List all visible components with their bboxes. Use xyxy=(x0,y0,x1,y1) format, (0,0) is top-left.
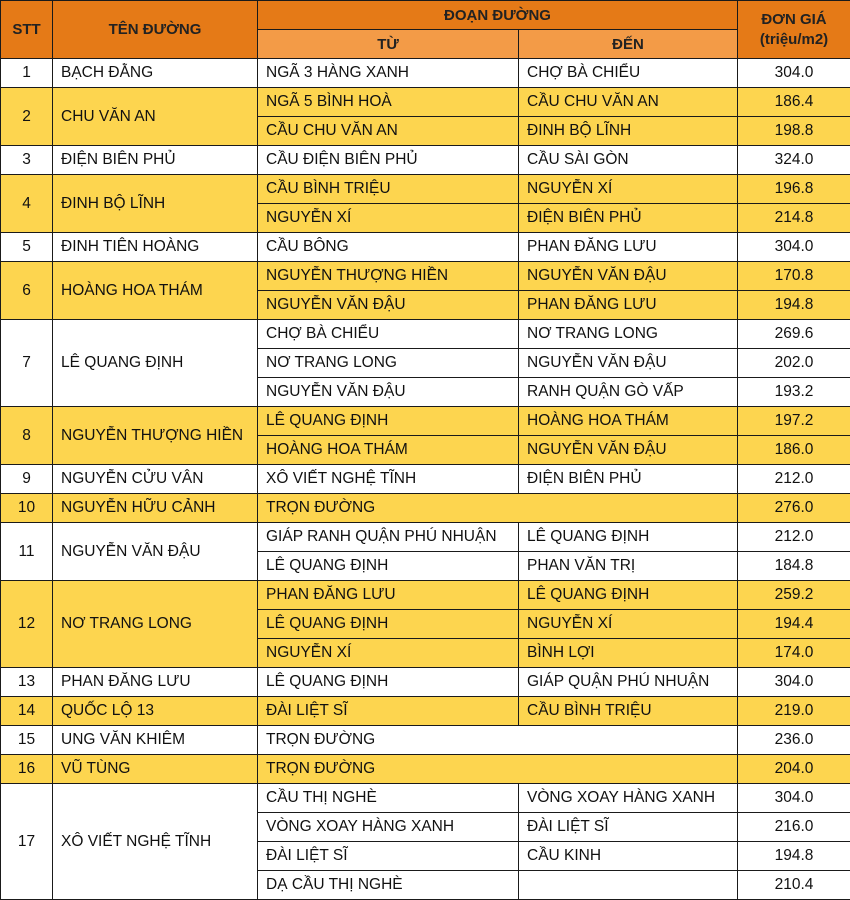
cell-from: LÊ QUANG ĐỊNH xyxy=(258,610,519,639)
table-row xyxy=(1,668,850,697)
cell-to: NGUYỄN XÍ xyxy=(519,610,738,639)
cell-price: 170.8 xyxy=(738,262,850,291)
cell-price: 269.6 xyxy=(738,320,850,349)
header-segment: ĐOẠN ĐƯỜNG xyxy=(258,1,738,30)
cell-to: LÊ QUANG ĐỊNH xyxy=(519,581,738,610)
cell-street-name: NGUYỄN HỮU CẢNH xyxy=(53,494,258,523)
cell-to: NGUYỄN XÍ xyxy=(519,175,738,204)
cell-from: CẦU BÔNG xyxy=(258,233,519,262)
cell-street-name: NGUYỄN THƯỢNG HIỀN xyxy=(53,407,258,465)
cell-from: GIÁP RANH QUẬN PHÚ NHUẬN xyxy=(258,523,519,552)
cell-to: CHỢ BÀ CHIỂU xyxy=(519,59,738,88)
cell-from: DẠ CẦU THỊ NGHÈ xyxy=(258,871,519,900)
table-row xyxy=(1,233,850,262)
cell-street-name: NGUYỄN CỬU VÂN xyxy=(53,465,258,494)
cell-to: CẦU KINH xyxy=(519,842,738,871)
header-unit-price-label: ĐƠN GIÁ xyxy=(761,10,827,28)
header-stt: STT xyxy=(1,1,53,59)
cell-from: HOÀNG HOA THÁM xyxy=(258,436,519,465)
cell-street-name: XÔ VIẾT NGHỆ TĨNH xyxy=(53,784,258,900)
cell-street-name: VŨ TÙNG xyxy=(53,755,258,784)
cell-from: VÒNG XOAY HÀNG XANH xyxy=(258,813,519,842)
cell-stt: 12 xyxy=(1,581,53,668)
table-row xyxy=(1,697,850,726)
cell-price: 198.8 xyxy=(738,117,850,146)
table-row xyxy=(1,320,850,349)
cell-to xyxy=(519,871,738,900)
cell-to: ĐÀI LIỆT SĨ xyxy=(519,813,738,842)
cell-from: NGUYỄN XÍ xyxy=(258,639,519,668)
cell-price: 174.0 xyxy=(738,639,850,668)
table-row xyxy=(1,784,850,813)
header-to: ĐẾN xyxy=(519,30,738,59)
cell-to: LÊ QUANG ĐỊNH xyxy=(519,523,738,552)
cell-stt: 11 xyxy=(1,523,53,581)
cell-street-name: ĐINH TIÊN HOÀNG xyxy=(53,233,258,262)
table-header xyxy=(1,1,850,59)
cell-from: TRỌN ĐƯỜNG xyxy=(258,726,738,755)
cell-street-name: HOÀNG HOA THÁM xyxy=(53,262,258,320)
cell-from: NGÃ 5 BÌNH HOÀ xyxy=(258,88,519,117)
cell-street-name: BẠCH ĐẰNG xyxy=(53,59,258,88)
cell-from: LÊ QUANG ĐỊNH xyxy=(258,552,519,581)
cell-from: NGUYỄN THƯỢNG HIỀN xyxy=(258,262,519,291)
cell-from: NGUYỄN XÍ xyxy=(258,204,519,233)
table-row xyxy=(1,726,850,755)
cell-from: CẦU THỊ NGHÈ xyxy=(258,784,519,813)
cell-to: NGUYỄN VĂN ĐẬU xyxy=(519,262,738,291)
table-body xyxy=(1,59,850,900)
cell-street-name: UNG VĂN KHIÊM xyxy=(53,726,258,755)
cell-price: 304.0 xyxy=(738,59,850,88)
cell-to: NGUYỄN VĂN ĐẬU xyxy=(519,436,738,465)
cell-street-name: ĐINH BỘ LĨNH xyxy=(53,175,258,233)
cell-price: 186.0 xyxy=(738,436,850,465)
cell-price: 202.0 xyxy=(738,349,850,378)
cell-to: ĐIỆN BIÊN PHỦ xyxy=(519,204,738,233)
table-row xyxy=(1,494,850,523)
table-row xyxy=(1,146,850,175)
cell-price: 212.0 xyxy=(738,523,850,552)
cell-from: PHAN ĐĂNG LƯU xyxy=(258,581,519,610)
table-row xyxy=(1,59,850,88)
header-unit-price xyxy=(738,1,850,59)
cell-to: PHAN ĐĂNG LƯU xyxy=(519,233,738,262)
cell-price: 184.8 xyxy=(738,552,850,581)
table-row xyxy=(1,581,850,610)
cell-stt: 6 xyxy=(1,262,53,320)
cell-stt: 7 xyxy=(1,320,53,407)
cell-from: TRỌN ĐƯỜNG xyxy=(258,755,738,784)
cell-price: 214.8 xyxy=(738,204,850,233)
cell-from: NGUYỄN VĂN ĐẬU xyxy=(258,378,519,407)
cell-stt: 2 xyxy=(1,88,53,146)
cell-to: GIÁP QUẬN PHÚ NHUẬN xyxy=(519,668,738,697)
cell-from: ĐÀI LIỆT SĨ xyxy=(258,842,519,871)
cell-price: 259.2 xyxy=(738,581,850,610)
cell-price: 276.0 xyxy=(738,494,850,523)
cell-from: NƠ TRANG LONG xyxy=(258,349,519,378)
header-unit-price-unit: (triệu/m2) xyxy=(759,30,829,48)
cell-to: PHAN ĐĂNG LƯU xyxy=(519,291,738,320)
cell-stt: 15 xyxy=(1,726,53,755)
cell-price: 212.0 xyxy=(738,465,850,494)
cell-price: 204.0 xyxy=(738,755,850,784)
table-row xyxy=(1,465,850,494)
cell-from: TRỌN ĐƯỜNG xyxy=(258,494,738,523)
cell-street-name: CHU VĂN AN xyxy=(53,88,258,146)
cell-stt: 13 xyxy=(1,668,53,697)
cell-street-name: PHAN ĐĂNG LƯU xyxy=(53,668,258,697)
cell-stt: 3 xyxy=(1,146,53,175)
cell-from: LÊ QUANG ĐỊNH xyxy=(258,407,519,436)
cell-from: CẦU ĐIỆN BIÊN PHỦ xyxy=(258,146,519,175)
cell-price: 194.8 xyxy=(738,842,850,871)
cell-from: CHỢ BÀ CHIỂU xyxy=(258,320,519,349)
cell-stt: 8 xyxy=(1,407,53,465)
cell-stt: 17 xyxy=(1,784,53,900)
header-street-name: TÊN ĐƯỜNG xyxy=(53,1,258,59)
cell-to: ĐINH BỘ LĨNH xyxy=(519,117,738,146)
cell-price: 197.2 xyxy=(738,407,850,436)
table-row xyxy=(1,262,850,291)
cell-price: 193.2 xyxy=(738,378,850,407)
table-row xyxy=(1,88,850,117)
table-row xyxy=(1,755,850,784)
cell-from: CẦU BÌNH TRIỆU xyxy=(258,175,519,204)
cell-to: CẦU CHU VĂN AN xyxy=(519,88,738,117)
table-row xyxy=(1,407,850,436)
cell-price: 304.0 xyxy=(738,233,850,262)
cell-price: 324.0 xyxy=(738,146,850,175)
cell-to: HOÀNG HOA THÁM xyxy=(519,407,738,436)
cell-stt: 9 xyxy=(1,465,53,494)
cell-from: LÊ QUANG ĐỊNH xyxy=(258,668,519,697)
cell-stt: 1 xyxy=(1,59,53,88)
cell-street-name: QUỐC LỘ 13 xyxy=(53,697,258,726)
cell-price: 194.4 xyxy=(738,610,850,639)
cell-price: 210.4 xyxy=(738,871,850,900)
cell-to: CẦU BÌNH TRIỆU xyxy=(519,697,738,726)
cell-price: 194.8 xyxy=(738,291,850,320)
cell-to: PHAN VĂN TRỊ xyxy=(519,552,738,581)
cell-to: RANH QUẬN GÒ VẤP xyxy=(519,378,738,407)
cell-to: VÒNG XOAY HÀNG XANH xyxy=(519,784,738,813)
cell-price: 216.0 xyxy=(738,813,850,842)
table-row xyxy=(1,523,850,552)
cell-price: 304.0 xyxy=(738,784,850,813)
cell-price: 236.0 xyxy=(738,726,850,755)
table-row xyxy=(1,175,850,204)
cell-to: NGUYỄN VĂN ĐẬU xyxy=(519,349,738,378)
cell-stt: 16 xyxy=(1,755,53,784)
cell-to: ĐIỆN BIÊN PHỦ xyxy=(519,465,738,494)
cell-to: NƠ TRANG LONG xyxy=(519,320,738,349)
cell-stt: 4 xyxy=(1,175,53,233)
cell-stt: 14 xyxy=(1,697,53,726)
cell-to: CẦU SÀI GÒN xyxy=(519,146,738,175)
cell-stt: 5 xyxy=(1,233,53,262)
cell-from: NGÃ 3 HÀNG XANH xyxy=(258,59,519,88)
cell-from: NGUYỄN VĂN ĐẬU xyxy=(258,291,519,320)
cell-price: 186.4 xyxy=(738,88,850,117)
cell-to: BÌNH LỢI xyxy=(519,639,738,668)
cell-street-name: NƠ TRANG LONG xyxy=(53,581,258,668)
header-from: TỪ xyxy=(258,30,519,59)
cell-price: 219.0 xyxy=(738,697,850,726)
cell-from: ĐÀI LIỆT SĨ xyxy=(258,697,519,726)
cell-street-name: NGUYỄN VĂN ĐẬU xyxy=(53,523,258,581)
cell-street-name: LÊ QUANG ĐỊNH xyxy=(53,320,258,407)
cell-street-name: ĐIỆN BIÊN PHỦ xyxy=(53,146,258,175)
cell-price: 196.8 xyxy=(738,175,850,204)
cell-price: 304.0 xyxy=(738,668,850,697)
cell-from: CẦU CHU VĂN AN xyxy=(258,117,519,146)
cell-from: XÔ VIẾT NGHỆ TĨNH xyxy=(258,465,519,494)
cell-stt: 10 xyxy=(1,494,53,523)
